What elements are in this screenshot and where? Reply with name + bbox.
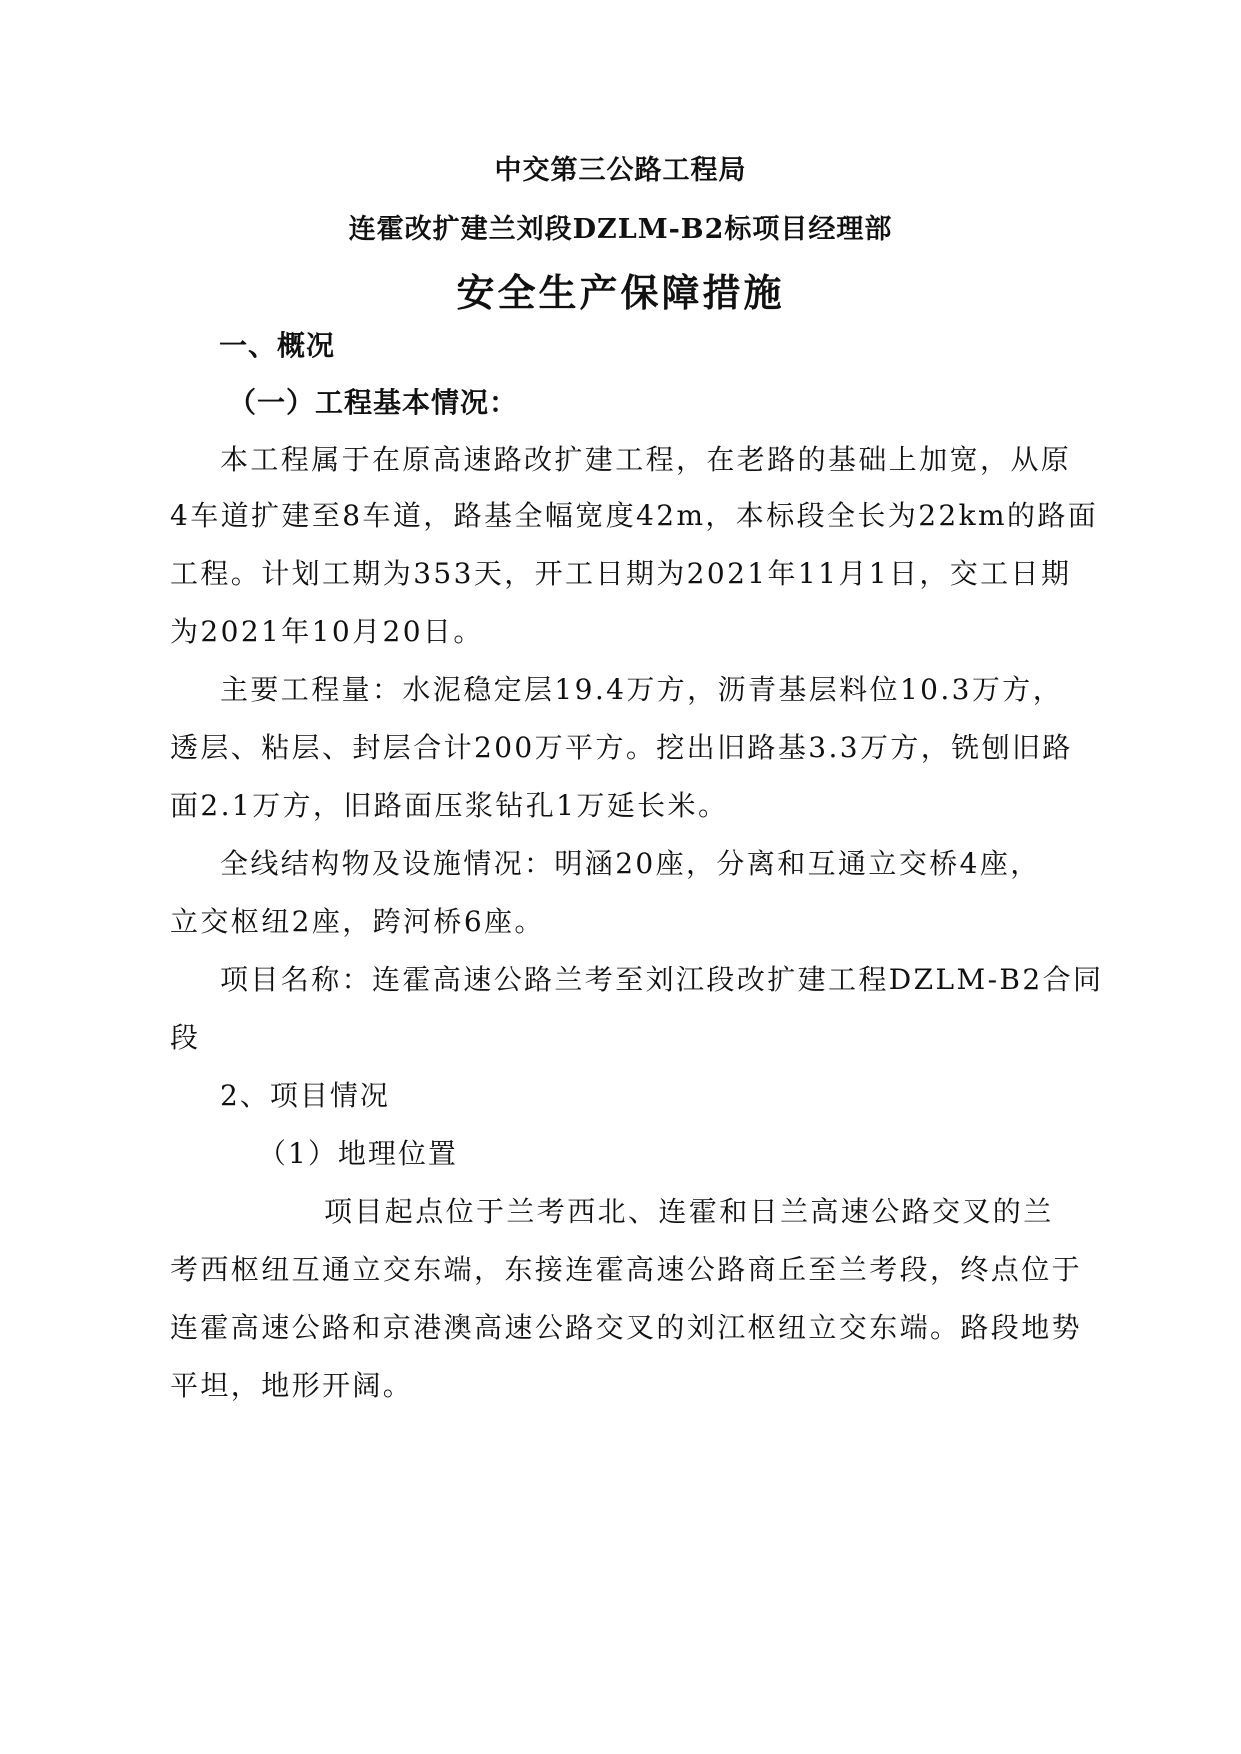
paragraph-line: 主要工程量：水泥稳定层19.4万方，沥青基层料位10.3万方， — [220, 673, 1064, 706]
subsection-heading-basic-info: （一）工程基本情况： — [228, 386, 519, 419]
subsection-heading-project: 2、项目情况 — [220, 1079, 390, 1112]
paragraph-line: 4车道扩建至8车道，路基全幅宽度42m，本标段全长为22km的路面 — [170, 499, 1099, 532]
org-name-line2: 连霍改扩建兰刘段DZLM-B2标项目经理部 — [348, 214, 893, 245]
paragraph-line: 考西枢纽互通立交东端，东接连霍高速公路商丘至兰考段，终点位于 — [170, 1253, 1083, 1286]
section-heading-overview: 一、概况 — [219, 329, 336, 362]
paragraph-line: 段 — [170, 1021, 201, 1054]
paragraph-line: 平坦，地形开阔。 — [170, 1369, 414, 1402]
paragraph-line: 为2021年10月20日。 — [170, 615, 484, 648]
paragraph-line: 透层、粘层、封层合计200万平方。挖出旧路基3.3万方，铣刨旧路 — [170, 731, 1073, 764]
paragraph-line: 项目起点位于兰考西北、连霍和日兰高速公路交叉的兰 — [324, 1195, 1054, 1228]
paragraph-line: 项目名称：连霍高速公路兰考至刘江段改扩建工程DZLM-B2合同 — [220, 963, 1104, 996]
item-heading-location: （1）地理位置 — [258, 1137, 458, 1170]
org-name-line1: 中交第三公路工程局 — [494, 155, 747, 186]
document-title: 安全生产保障措施 — [456, 270, 785, 315]
paragraph-line: 本工程属于在原高速路改扩建工程，在老路的基础上加宽，从原 — [220, 443, 1072, 476]
paragraph-line: 立交枢纽2座，跨河桥6座。 — [170, 905, 545, 938]
paragraph-line: 工程。计划工期为353天，开工日期为2021年11月1日，交工日期 — [170, 557, 1072, 590]
paragraph-line: 连霍高速公路和京港澳高速公路交叉的刘江枢纽立交东端。路段地势 — [170, 1311, 1083, 1344]
paragraph-line: 全线结构物及设施情况：明涵20座，分离和互通立交桥4座， — [220, 847, 1041, 880]
paragraph-line: 面2.1万方，旧路面压浆钻孔1万延长米。 — [170, 789, 729, 822]
